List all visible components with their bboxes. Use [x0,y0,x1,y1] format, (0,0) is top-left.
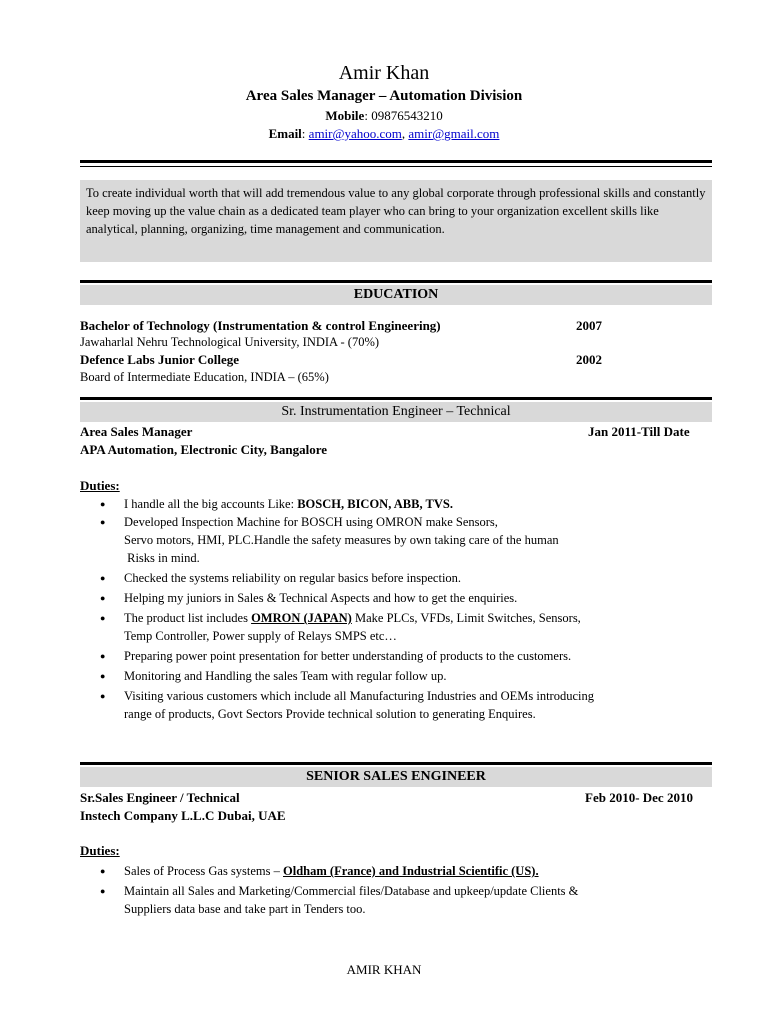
job1-divider [80,397,712,400]
candidate-headline: Area Sales Manager – Automation Division [245,88,523,104]
job2-duties-label: Duties: [80,843,120,858]
job1-duties-list [98,495,708,723]
list-item: ● Monitoring and Handling the sales Team with regular follow up. [98,667,708,685]
list-item: ● Developed Inspection Machine for BOSCH using OMRON make Sensors, Servo motors, HMI, PLC.Handle the safety measures by own taking care of the human Risks in mind. [98,513,708,567]
education-year-1: 2007 [576,318,602,333]
education-institution-2: Board of Intermediate Education, INDIA – (65%) [80,370,329,384]
objective-box: To create individual worth that will add tremendous value to any global corporate through professional skills and constantly keep moving up the value chain as a dedicated team player who can bring to your organization excellent skills like analytical, planning, organizing, time management and communication. [80,180,712,262]
list-item: ● I handle all the big accounts Like: BOSCH, BICON, ABB, TVS. [98,495,708,513]
job2-section-heading: SENIOR SALES ENGINEER [80,767,712,787]
education-year-2: 2002 [576,352,602,367]
list-item: ● Preparing power point presentation for better understanding of products to the customers. [98,647,708,665]
header-divider [80,160,712,163]
mobile-label: Mobile [325,108,365,123]
job1-section-heading: Sr. Instrumentation Engineer – Technical [80,402,712,422]
list-item: ● The product list includes OMRON (JAPAN) Make PLCs, VFDs, Limit Switches, Sensors, Temp Controller, Power supply of Relays SMPS etc… [98,609,708,645]
education-institution-1: Jawaharlal Nehru Technological University, INDIA - (70%) [80,335,380,349]
list-item: ● Maintain all Sales and Marketing/Commercial files/Database and upkeep/update Clients & Suppliers data base and take part in Tenders too. [98,882,708,918]
candidate-name: Amir Khan [338,62,430,84]
education-degree-1: Bachelor of Technology (Instrumentation & control Engineering) [80,318,441,333]
job1-dates: Jan 2011-Till Date [588,424,690,439]
job1-duties-label: Duties: [80,478,120,493]
job2-company: Instech Company L.L.C Dubai, UAE [80,808,286,823]
header-divider-thin [80,166,712,167]
education-degree-2: Defence Labs Junior College [80,352,239,367]
mobile-line: Mobile: 09876543210 [325,108,443,123]
education-heading: EDUCATION [80,285,712,305]
mobile-number: 09876543210 [371,108,443,123]
page-footer: AMIR KHAN [346,962,422,977]
job2-dates: Feb 2010- Dec 2010 [585,790,693,805]
list-item: ● Helping my juniors in Sales & Technical Aspects and how to get the enquiries. [98,589,708,607]
job1-role: Area Sales Manager [80,424,193,439]
email-line: Email: amir@yahoo.com, amir@gmail.com [268,126,500,141]
email-label: Email [268,126,302,141]
list-item: ● Sales of Process Gas systems – Oldham (France) and Industrial Scientific (US). [98,862,708,880]
job2-divider [80,762,712,765]
email-link-gmail[interactable]: amir@gmail.com [408,126,500,141]
list-item: ● Visiting various customers which include all Manufacturing Industries and OEMs introducing range of products, Govt Sectors Provide technical solution to generating Enquires. [98,687,708,723]
job2-duties-list [98,862,708,918]
education-divider [80,280,712,283]
job2-role: Sr.Sales Engineer / Technical [80,790,240,805]
job1-company: APA Automation, Electronic City, Bangalore [80,442,327,457]
email-link-yahoo[interactable]: amir@yahoo.com [308,126,402,141]
list-item: ● Checked the systems reliability on regular basics before inspection. [98,569,708,587]
